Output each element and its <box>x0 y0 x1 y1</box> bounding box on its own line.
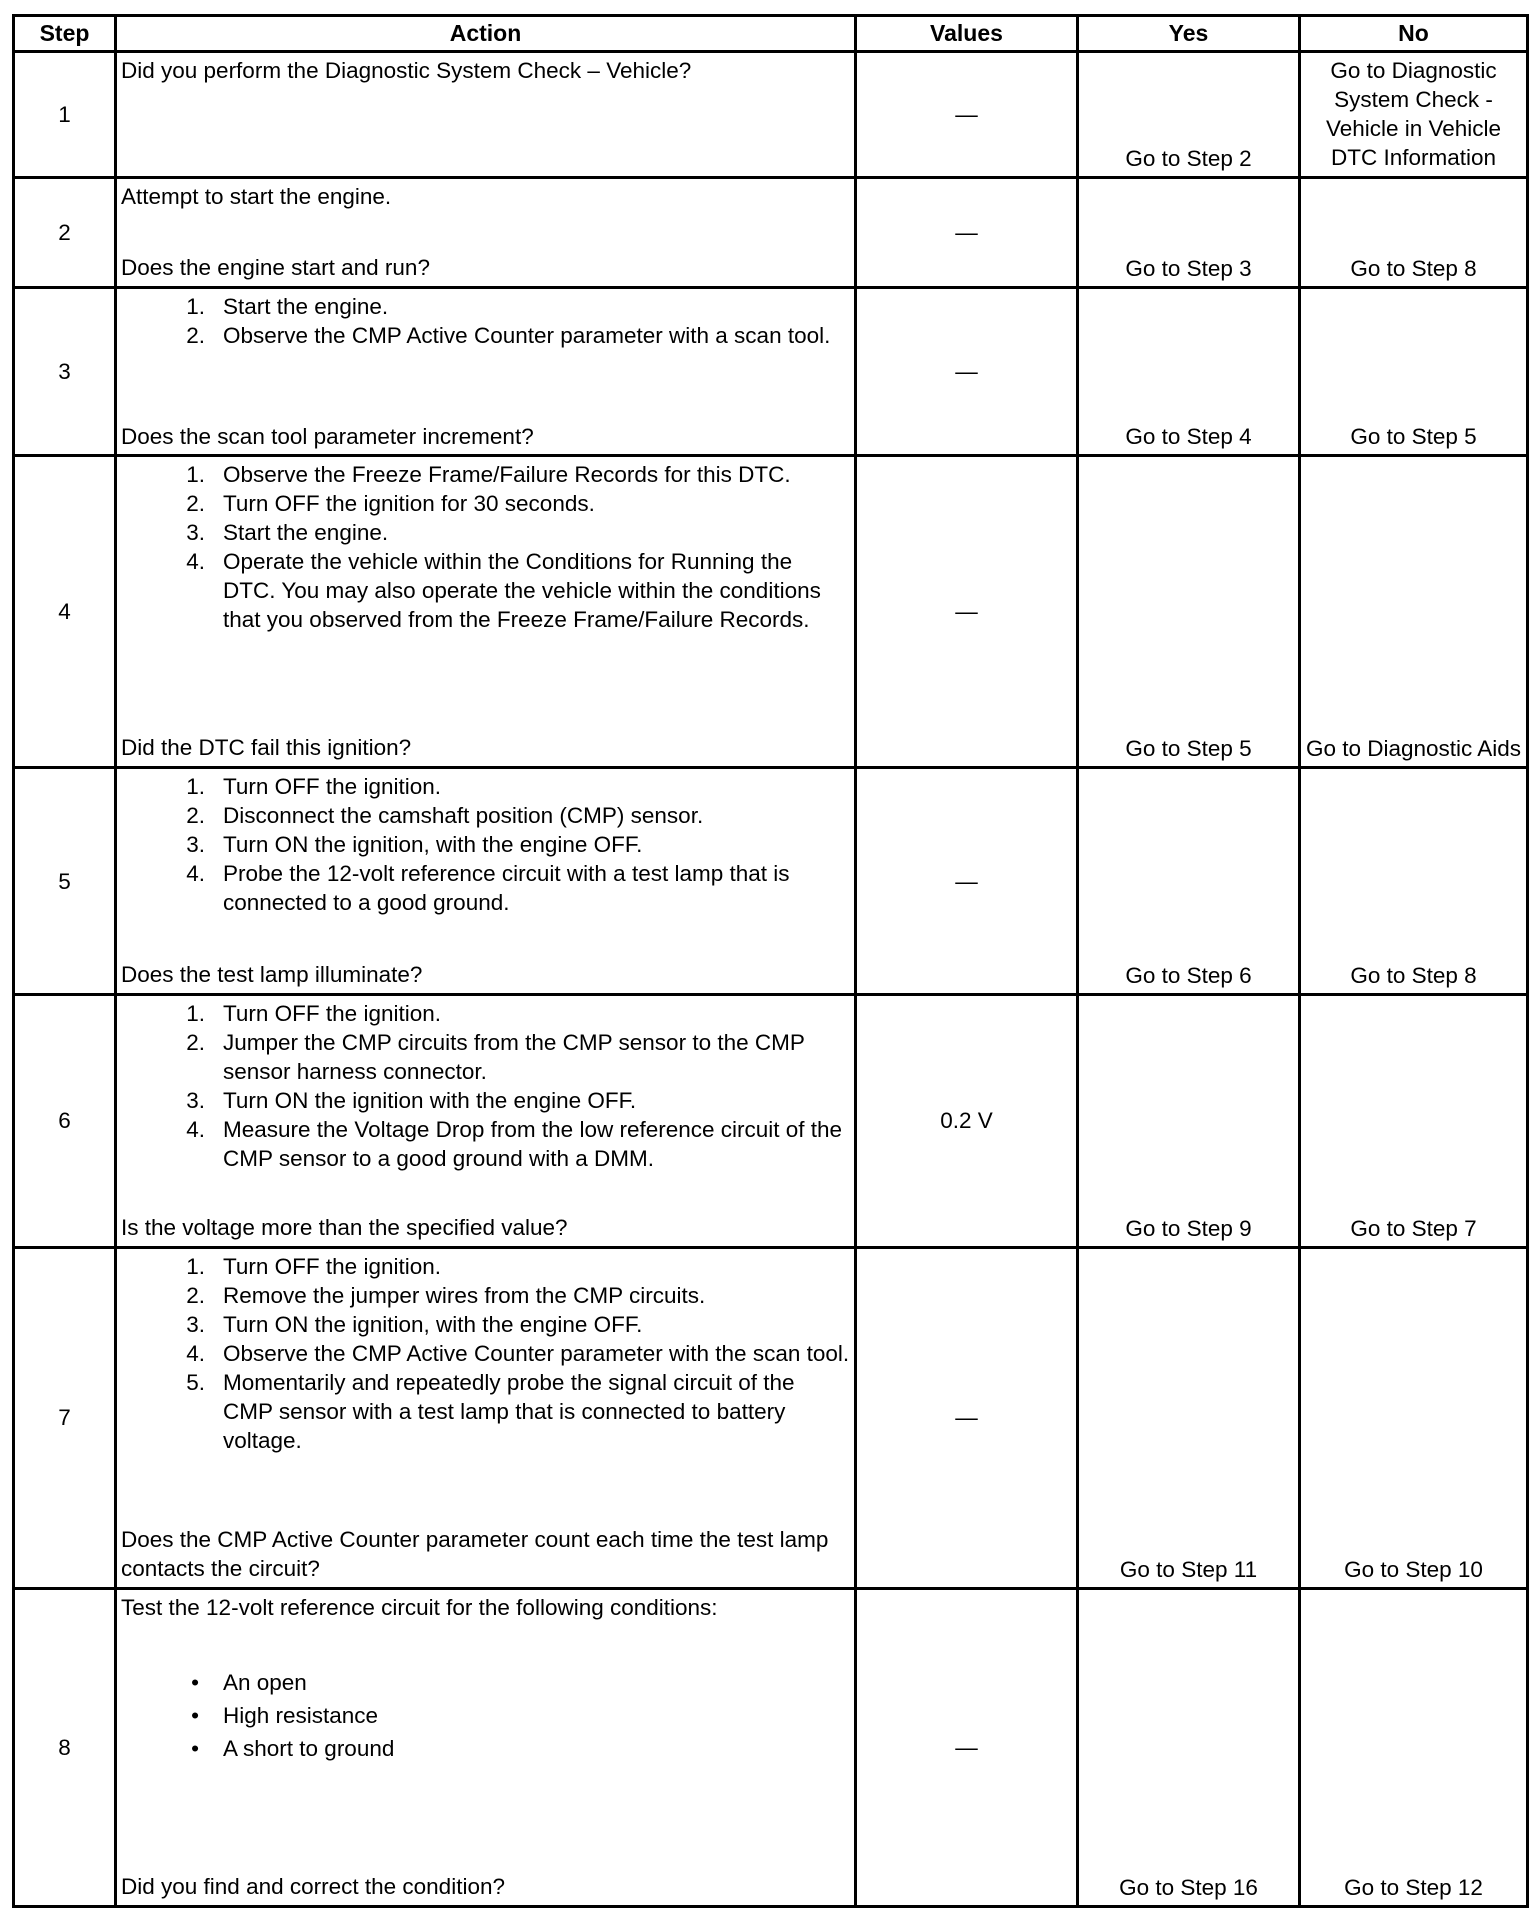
no-cell: Go to Diagnostic Aids <box>1300 456 1528 768</box>
value-cell: — <box>856 456 1078 768</box>
no-cell: Go to Step 10 <box>1300 1247 1528 1588</box>
step-item-number: 4. <box>186 1340 205 1366</box>
step-item-text: Observe the CMP Active Counter parameter with the scan tool. <box>223 1340 850 1366</box>
step-item-text: Observe the CMP Active Counter parameter with a scan tool. <box>223 322 831 348</box>
action-cell <box>116 287 856 456</box>
step-item-text: Momentarily and repeatedly probe the signal circuit of the CMP sensor with a test lamp that is connected to battery voltage. <box>223 1369 795 1453</box>
table-row <box>14 1247 1528 1588</box>
yes-cell: Go to Step 4 <box>1078 287 1300 456</box>
header-yes: Yes <box>1078 16 1300 52</box>
step-number: 7 <box>14 1247 116 1588</box>
bullet-icon: • <box>191 1735 199 1761</box>
step-item-number: 4. <box>186 1117 205 1142</box>
header-step: Step <box>14 16 116 52</box>
condition-item <box>121 1699 850 1732</box>
step-number: 4 <box>14 456 116 768</box>
step-item-number: 3. <box>186 1311 205 1337</box>
step-number: 6 <box>14 995 116 1248</box>
action-step-item <box>121 1281 850 1310</box>
action-intro: Test the 12-volt reference circuit for the following conditions: <box>121 1594 718 1620</box>
header-action: Action <box>116 16 856 52</box>
action-step-item <box>121 1339 850 1368</box>
no-cell: Go to Step 7 <box>1300 995 1528 1248</box>
yes-cell: Go to Step 6 <box>1078 768 1300 995</box>
action-steps <box>121 460 850 634</box>
step-item-number: 3. <box>186 520 205 546</box>
step-item-text: Remove the jumper wires from the CMP circuits. <box>223 1282 706 1308</box>
condition-text: High resistance <box>223 1702 379 1728</box>
no-cell: Go to Step 5 <box>1300 287 1528 456</box>
action-step-item <box>121 547 850 634</box>
value-cell: — <box>856 1247 1078 1588</box>
action-steps <box>121 999 850 1173</box>
action-step-item <box>121 1086 850 1115</box>
action-cell <box>116 1588 856 1906</box>
action-question: Is the voltage more than the specified value? <box>121 1215 568 1240</box>
action-step-item <box>121 321 850 350</box>
action-step-item <box>121 1028 850 1086</box>
yes-cell: Go to Step 16 <box>1078 1588 1300 1906</box>
step-number: 3 <box>14 287 116 456</box>
action-steps <box>121 1252 850 1455</box>
step-item-text: Disconnect the camshaft position (CMP) sensor. <box>223 803 704 829</box>
diagnostic-table <box>12 14 1529 1908</box>
action-step-item <box>121 772 850 801</box>
table-row <box>14 1588 1528 1906</box>
action-question: Does the CMP Active Counter parameter count each time the test lamp contacts the circuit? <box>121 1526 829 1581</box>
action-cell <box>116 178 856 287</box>
value-cell: — <box>856 1588 1078 1906</box>
step-item-text: Turn OFF the ignition. <box>223 1001 442 1026</box>
step-item-number: 1. <box>186 1001 205 1026</box>
action-question: Did you perform the Diagnostic System Check – Vehicle? <box>121 58 692 83</box>
header-values: Values <box>856 16 1078 52</box>
bullet-icon: • <box>191 1669 199 1695</box>
condition-item <box>121 1666 850 1699</box>
value-cell: — <box>856 178 1078 287</box>
step-item-text: Start the engine. <box>223 520 389 546</box>
action-question: Does the scan tool parameter increment? <box>121 423 534 449</box>
step-item-text: Turn OFF the ignition. <box>223 1253 442 1279</box>
value-cell: — <box>856 768 1078 995</box>
value-cell: — <box>856 287 1078 456</box>
yes-cell: Go to Step 3 <box>1078 178 1300 287</box>
action-steps <box>121 772 850 917</box>
table-row <box>14 287 1528 456</box>
action-step-item <box>121 1368 850 1455</box>
step-item-number: 1. <box>186 462 205 488</box>
action-question: Does the engine start and run? <box>121 255 430 281</box>
condition-text: An open <box>223 1669 307 1695</box>
condition-list <box>121 1666 850 1765</box>
step-number: 8 <box>14 1588 116 1906</box>
action-cell <box>116 1247 856 1588</box>
step-number: 5 <box>14 768 116 995</box>
action-step-item <box>121 859 850 917</box>
step-item-number: 3. <box>186 832 205 858</box>
action-cell <box>116 52 856 178</box>
action-step-item <box>121 518 850 547</box>
value-cell: — <box>856 52 1078 178</box>
action-step-item <box>121 489 850 518</box>
condition-item <box>121 1732 850 1765</box>
header-no: No <box>1300 16 1528 52</box>
step-item-number: 5. <box>186 1369 205 1395</box>
no-cell: Go to Step 8 <box>1300 178 1528 287</box>
action-step-item <box>121 830 850 859</box>
action-cell <box>116 995 856 1248</box>
yes-cell: Go to Step 9 <box>1078 995 1300 1248</box>
step-item-number: 3. <box>186 1088 205 1113</box>
yes-cell: Go to Step 11 <box>1078 1247 1300 1588</box>
condition-text: A short to ground <box>223 1735 395 1761</box>
table-body <box>14 52 1528 1907</box>
action-step-item <box>121 1252 850 1281</box>
action-step-item <box>121 999 850 1028</box>
step-item-number: 2. <box>186 322 205 348</box>
action-cell <box>116 456 856 768</box>
step-item-text: Turn ON the ignition with the engine OFF. <box>223 1088 637 1113</box>
step-item-text: Jumper the CMP circuits from the CMP sensor to the CMP sensor harness connector. <box>223 1030 805 1084</box>
action-step-item <box>121 460 850 489</box>
action-question: Did you find and correct the condition? <box>121 1873 505 1899</box>
header-row <box>14 16 1528 52</box>
step-item-text: Start the engine. <box>223 293 389 319</box>
step-item-text: Operate the vehicle within the Conditions for Running the DTC. You may also operate the vehicle within the conditions that you observed from the Freeze Frame/Failure Records. <box>223 549 821 633</box>
step-item-number: 1. <box>186 293 205 319</box>
step-item-text: Observe the Freeze Frame/Failure Records for this DTC. <box>223 462 791 488</box>
step-item-number: 4. <box>186 549 205 575</box>
action-step-item <box>121 292 850 321</box>
action-step-item <box>121 801 850 830</box>
action-step-item <box>121 1310 850 1339</box>
step-item-text: Turn ON the ignition, with the engine OFF. <box>223 1311 643 1337</box>
action-question: Does the test lamp illuminate? <box>121 962 423 988</box>
step-item-text: Measure the Voltage Drop from the low reference circuit of the CMP sensor to a good ground with a DMM. <box>223 1117 843 1171</box>
step-item-text: Turn ON the ignition, with the engine OFF. <box>223 832 643 858</box>
value-cell: 0.2 V <box>856 995 1078 1248</box>
step-number: 2 <box>14 178 116 287</box>
step-item-number: 1. <box>186 1253 205 1279</box>
action-step-item <box>121 1115 850 1173</box>
no-cell: Go to Step 8 <box>1300 768 1528 995</box>
bullet-icon: • <box>191 1702 199 1728</box>
step-item-number: 2. <box>186 1030 205 1055</box>
table-row <box>14 52 1528 178</box>
step-item-number: 2. <box>186 491 205 517</box>
action-intro: Attempt to start the engine. <box>121 184 392 210</box>
no-cell: Go to Step 12 <box>1300 1588 1528 1906</box>
step-item-number: 1. <box>186 774 205 800</box>
step-item-text: Turn OFF the ignition. <box>223 774 442 800</box>
step-item-number: 4. <box>186 861 205 887</box>
yes-cell: Go to Step 2 <box>1078 52 1300 178</box>
step-item-number: 2. <box>186 1282 205 1308</box>
action-cell <box>116 768 856 995</box>
no-cell: Go to Diagnostic System Check - Vehicle in Vehicle DTC Information <box>1300 52 1528 178</box>
step-item-text: Turn OFF the ignition for 30 seconds. <box>223 491 595 517</box>
table-row <box>14 768 1528 995</box>
yes-cell: Go to Step 5 <box>1078 456 1300 768</box>
table-row <box>14 178 1528 287</box>
step-number: 1 <box>14 52 116 178</box>
table-row <box>14 995 1528 1248</box>
action-steps <box>121 292 850 350</box>
step-item-number: 2. <box>186 803 205 829</box>
step-item-text: Probe the 12-volt reference circuit with a test lamp that is connected to a good ground. <box>223 861 790 916</box>
action-question: Did the DTC fail this ignition? <box>121 735 412 761</box>
table-row <box>14 456 1528 768</box>
